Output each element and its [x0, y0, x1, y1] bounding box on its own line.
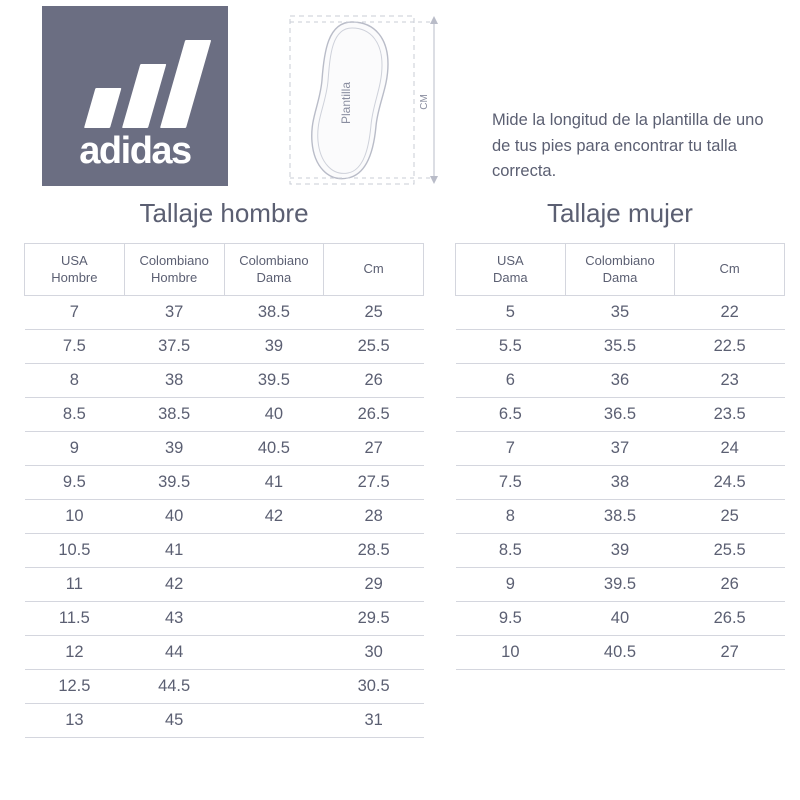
- men-table-body: [25, 296, 424, 738]
- table-cell: 23: [675, 364, 785, 398]
- table-cell: 35: [565, 296, 675, 330]
- table-cell: 39: [124, 432, 224, 466]
- table-cell: 38.5: [224, 296, 324, 330]
- table-cell: 6.5: [456, 398, 566, 432]
- women-table-head: [456, 244, 785, 296]
- table-cell: 11.5: [25, 602, 125, 636]
- table-cell: 44: [124, 636, 224, 670]
- table-cell: 30: [324, 636, 424, 670]
- table-cell: 8.5: [456, 534, 566, 568]
- brand-wordmark: adidas: [79, 130, 191, 172]
- table-row: [456, 364, 785, 398]
- table-cell: 7.5: [456, 466, 566, 500]
- column-header: USA Dama: [456, 244, 566, 296]
- table-cell: 36.5: [565, 398, 675, 432]
- table-row: [456, 636, 785, 670]
- column-header: Colombiano Hombre: [124, 244, 224, 296]
- table-cell: 13: [25, 704, 125, 738]
- table-cell: 25: [675, 500, 785, 534]
- table-row: [25, 398, 424, 432]
- table-cell: 38: [124, 364, 224, 398]
- table-row: [456, 398, 785, 432]
- table-cell: 41: [224, 466, 324, 500]
- table-cell: 12: [25, 636, 125, 670]
- table-cell: [224, 568, 324, 602]
- table-cell: 25: [324, 296, 424, 330]
- table-cell: 39.5: [124, 466, 224, 500]
- table-cell: 30.5: [324, 670, 424, 704]
- table-cell: 10: [25, 500, 125, 534]
- insole-outline-icon: [280, 8, 452, 190]
- header: [0, 0, 800, 196]
- table-header-row: [25, 244, 424, 296]
- table-cell: 27: [324, 432, 424, 466]
- table-cell: 22: [675, 296, 785, 330]
- table-cell: 29.5: [324, 602, 424, 636]
- table-row: [25, 364, 424, 398]
- column-header: Colombiano Dama: [224, 244, 324, 296]
- table-cell: 42: [224, 500, 324, 534]
- women-size-table: [455, 243, 785, 670]
- table-row: [456, 568, 785, 602]
- table-cell: 27.5: [324, 466, 424, 500]
- table-cell: 40: [565, 602, 675, 636]
- table-cell: 41: [124, 534, 224, 568]
- table-cell: 8: [456, 500, 566, 534]
- table-cell: 40.5: [224, 432, 324, 466]
- column-header: USA Hombre: [25, 244, 125, 296]
- table-cell: 43: [124, 602, 224, 636]
- table-cell: 25.5: [675, 534, 785, 568]
- table-row: [456, 296, 785, 330]
- table-cell: 38: [565, 466, 675, 500]
- insole-measure-label: CM: [419, 94, 430, 110]
- table-cell: 12.5: [25, 670, 125, 704]
- table-cell: 7: [456, 432, 566, 466]
- table-row: [456, 466, 785, 500]
- table-cell: 9.5: [456, 602, 566, 636]
- table-cell: 39.5: [224, 364, 324, 398]
- table-cell: 44.5: [124, 670, 224, 704]
- table-cell: 5.5: [456, 330, 566, 364]
- women-size-table-block: [455, 198, 785, 670]
- adidas-three-bars-icon: [60, 38, 210, 128]
- table-row: [25, 670, 424, 704]
- men-table-head: [25, 244, 424, 296]
- men-size-table: [24, 243, 424, 738]
- table-cell: 26.5: [324, 398, 424, 432]
- table-cell: 7: [25, 296, 125, 330]
- insole-diagram: [280, 8, 452, 190]
- men-size-table-block: [24, 198, 424, 738]
- table-cell: 39.5: [565, 568, 675, 602]
- table-cell: 8.5: [25, 398, 125, 432]
- table-cell: 28: [324, 500, 424, 534]
- table-cell: 35.5: [565, 330, 675, 364]
- table-row: [25, 296, 424, 330]
- table-cell: 27: [675, 636, 785, 670]
- table-cell: 38.5: [565, 500, 675, 534]
- table-cell: 40.5: [565, 636, 675, 670]
- column-header: Cm: [324, 244, 424, 296]
- adidas-logo-panel: [42, 6, 228, 186]
- table-cell: 9: [456, 568, 566, 602]
- table-cell: [224, 636, 324, 670]
- table-cell: 23.5: [675, 398, 785, 432]
- table-row: [25, 636, 424, 670]
- insole-label: Plantilla: [339, 81, 353, 125]
- table-row: [25, 466, 424, 500]
- table-cell: 40: [224, 398, 324, 432]
- table-cell: 31: [324, 704, 424, 738]
- table-row: [25, 432, 424, 466]
- women-table-title: Tallaje mujer: [547, 198, 693, 228]
- table-cell: 37: [565, 432, 675, 466]
- table-cell: [224, 534, 324, 568]
- table-row: [456, 602, 785, 636]
- table-cell: 24: [675, 432, 785, 466]
- table-cell: 9: [25, 432, 125, 466]
- men-table-title: Tallaje hombre: [139, 198, 309, 228]
- table-cell: 24.5: [675, 466, 785, 500]
- table-cell: 6: [456, 364, 566, 398]
- table-row: [25, 602, 424, 636]
- table-cell: 22.5: [675, 330, 785, 364]
- table-cell: 11: [25, 568, 125, 602]
- table-cell: 26.5: [675, 602, 785, 636]
- table-cell: 7.5: [25, 330, 125, 364]
- table-cell: 5: [456, 296, 566, 330]
- table-row: [25, 500, 424, 534]
- table-row: [456, 432, 785, 466]
- table-row: [456, 330, 785, 364]
- table-cell: 39: [224, 330, 324, 364]
- table-cell: [224, 670, 324, 704]
- table-cell: 10: [456, 636, 566, 670]
- table-row: [456, 534, 785, 568]
- table-cell: 36: [565, 364, 675, 398]
- table-header-row: [456, 244, 785, 296]
- table-row: [25, 704, 424, 738]
- column-header: Cm: [675, 244, 785, 296]
- table-row: [25, 330, 424, 364]
- table-row: [456, 500, 785, 534]
- table-cell: 29: [324, 568, 424, 602]
- table-cell: 8: [25, 364, 125, 398]
- table-cell: 9.5: [25, 466, 125, 500]
- women-table-body: [456, 296, 785, 670]
- table-cell: 10.5: [25, 534, 125, 568]
- table-cell: [224, 704, 324, 738]
- table-cell: 28.5: [324, 534, 424, 568]
- table-cell: 39: [565, 534, 675, 568]
- table-row: [25, 568, 424, 602]
- column-header: Colombiano Dama: [565, 244, 675, 296]
- table-cell: 38.5: [124, 398, 224, 432]
- table-cell: 45: [124, 704, 224, 738]
- table-cell: 42: [124, 568, 224, 602]
- table-cell: 25.5: [324, 330, 424, 364]
- table-cell: 37.5: [124, 330, 224, 364]
- table-row: [25, 534, 424, 568]
- table-cell: 26: [675, 568, 785, 602]
- intro-text: Mide la longitud de la plantilla de uno de tus pies para encontrar tu talla correcta.: [492, 111, 764, 181]
- table-cell: [224, 602, 324, 636]
- table-cell: 26: [324, 364, 424, 398]
- table-cell: 40: [124, 500, 224, 534]
- table-cell: 37: [124, 296, 224, 330]
